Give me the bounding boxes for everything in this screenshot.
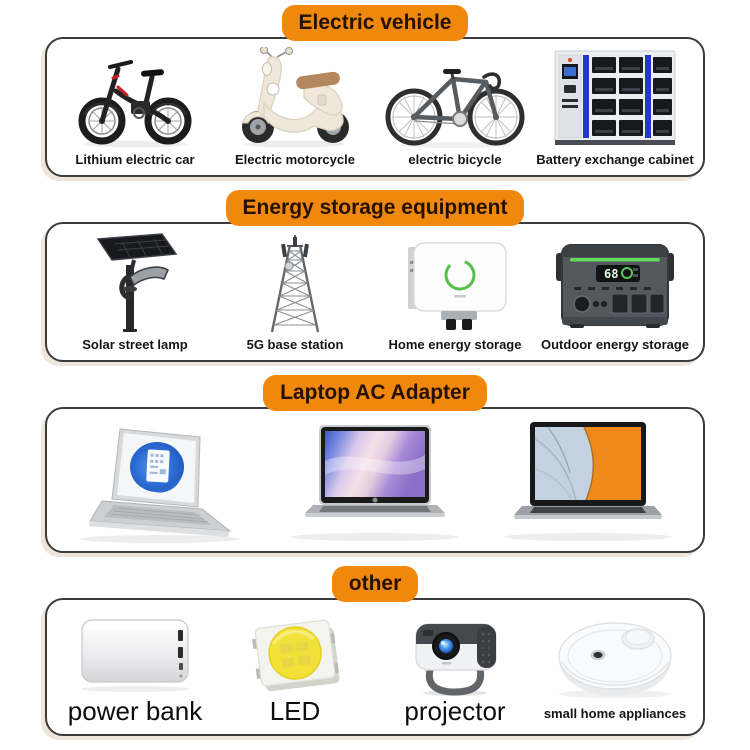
section-energy-storage [0, 190, 750, 362]
laptop-silver-windows-icon [55, 417, 268, 549]
product-label: power bank [67, 696, 203, 726]
folding-ebike-icon [55, 44, 215, 152]
robot-vacuum-icon [535, 605, 695, 706]
product-item [55, 605, 215, 734]
product-item [375, 44, 535, 175]
product-label: small home appliances [543, 706, 687, 721]
product-item [268, 417, 481, 549]
section-title-badge [263, 375, 487, 411]
product-item [482, 417, 695, 549]
section-title: Energy storage equipment [242, 196, 508, 219]
5g-base-station-icon [215, 229, 375, 337]
section-other [0, 566, 750, 736]
product-item [215, 605, 375, 734]
product-item [535, 605, 695, 734]
section-box [45, 37, 705, 177]
projector-icon [375, 604, 535, 696]
section-box [45, 407, 705, 553]
product-label: Electric motorcycle [235, 152, 355, 167]
outdoor-energy-storage-icon [535, 229, 695, 337]
product-label: Solar street lamp [82, 337, 188, 352]
product-label: Outdoor energy storage [540, 337, 690, 352]
product-label: Battery exchange cabinet [536, 152, 694, 167]
section-title-badge [282, 5, 469, 41]
product-item [535, 229, 695, 360]
electric-bicycle-icon [375, 44, 535, 152]
product-item [535, 44, 695, 175]
section-title: other [348, 572, 402, 595]
product-label: LED [269, 696, 321, 726]
svg-text:68: 68 [604, 267, 619, 281]
product-label: Home energy storage [388, 337, 522, 352]
led-chip-icon [215, 605, 375, 696]
section-laptop-ac-adapter [0, 375, 750, 553]
power-bank-icon [55, 605, 215, 696]
product-label: electric bicycle [408, 152, 502, 167]
section-title-badge [226, 190, 525, 226]
section-electric-vehicle [0, 5, 750, 177]
product-item [215, 44, 375, 175]
product-item [55, 229, 215, 360]
section-title: Electric vehicle [298, 11, 452, 34]
product-label: projector [404, 696, 506, 726]
laptop-dark-stripes-icon [268, 417, 481, 549]
product-item [55, 44, 215, 175]
electric-scooter-icon [215, 44, 375, 152]
product-label: 5G base station [246, 337, 344, 352]
product-item [375, 229, 535, 360]
product-item [215, 229, 375, 360]
section-title: Laptop AC Adapter [280, 381, 470, 404]
section-box [45, 598, 705, 736]
product-item [375, 605, 535, 734]
product-label: Lithium electric car [75, 152, 195, 167]
home-energy-storage-icon [375, 229, 535, 337]
solar-street-lamp-icon [55, 229, 215, 337]
battery-exchange-cabinet-icon [535, 44, 695, 152]
section-box [45, 222, 705, 362]
laptop-orange-wallpaper-icon [482, 417, 695, 549]
product-item [55, 417, 268, 549]
section-title-badge [332, 566, 419, 602]
